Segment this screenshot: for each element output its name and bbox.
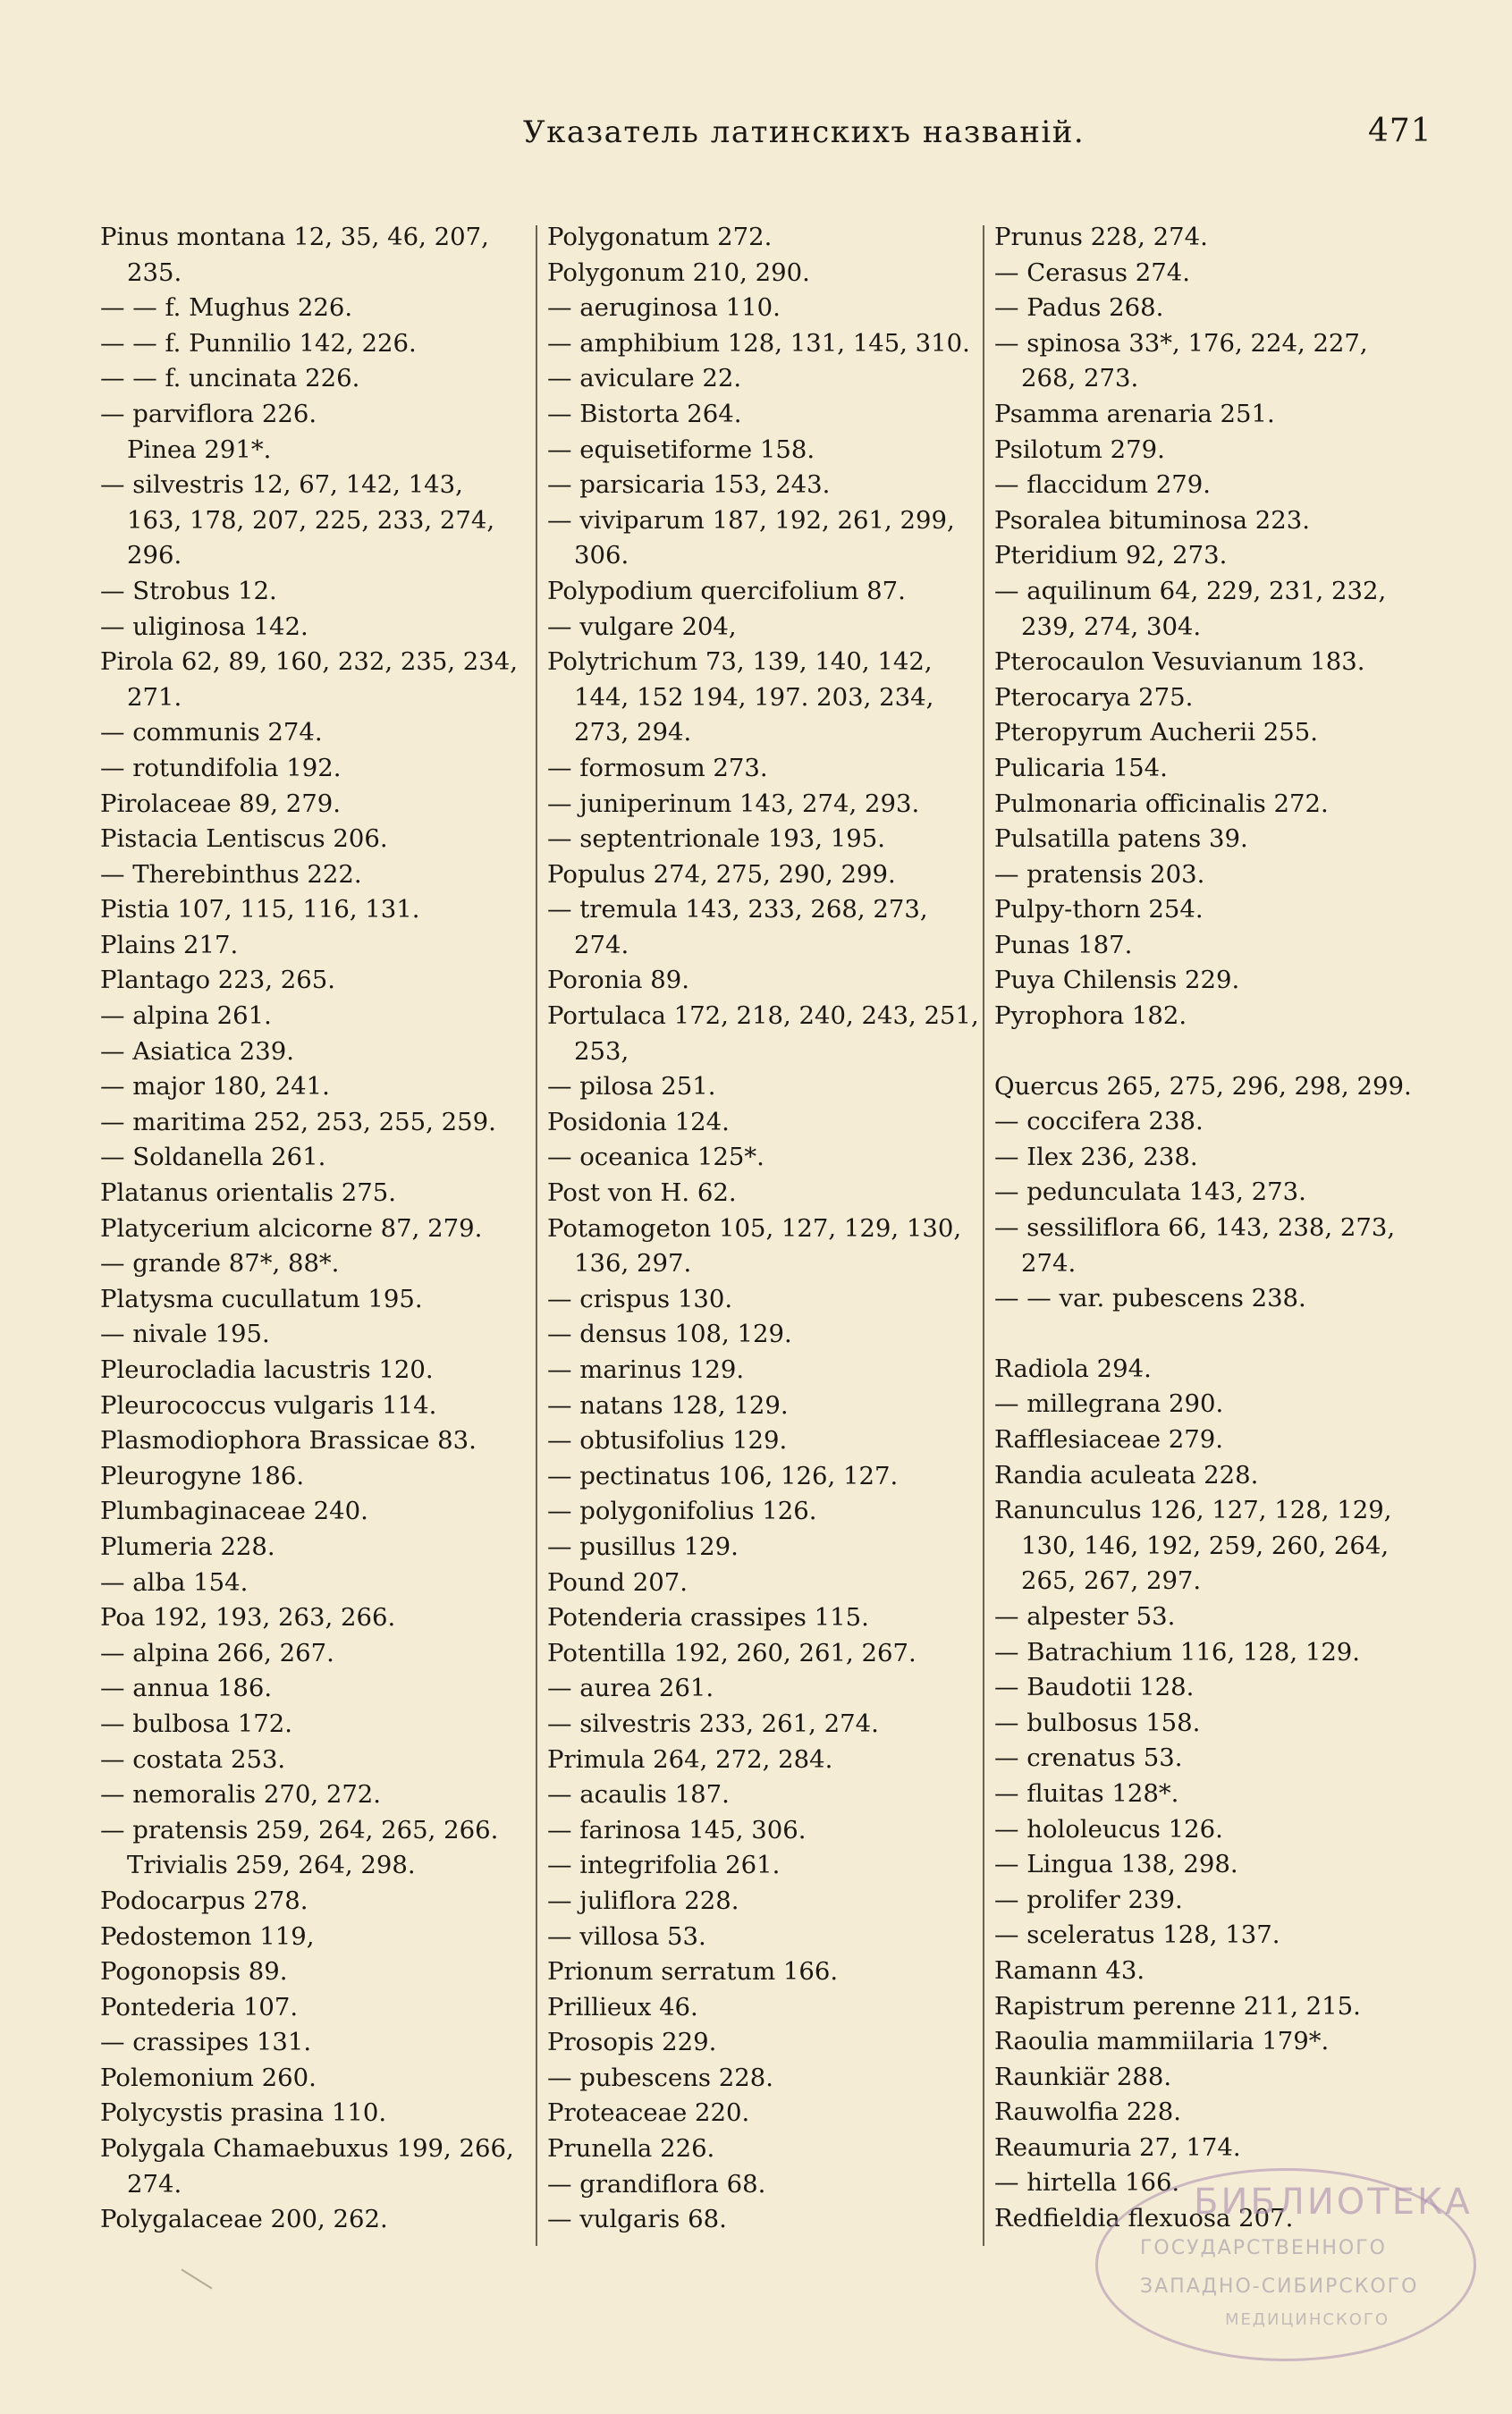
index-entry: Psilotum 279.	[994, 435, 1165, 464]
index-entry: Portulaca 172, 218, 240, 243, 251,	[547, 1001, 979, 1031]
index-entry: Posidonia 124.	[547, 1107, 730, 1136]
index-entry: Psamma arenaria 251.	[994, 399, 1275, 428]
index-entry: — Cerasus 274.	[994, 257, 1191, 287]
column-divider	[536, 225, 537, 2246]
index-entry: — flaccidum 279.	[994, 470, 1211, 500]
index-entry: — parviflora 226.	[100, 399, 317, 428]
index-entry: Polycystis prasina 110.	[100, 2098, 387, 2128]
index-entry: — fluitas 128*.	[994, 1778, 1179, 1808]
index-entry: Puya Chilensis 229.	[994, 966, 1240, 995]
index-entry: — formosum 273.	[547, 753, 768, 782]
index-entry-continuation: 130, 146, 192, 259, 260, 264,	[1021, 1531, 1390, 1560]
index-entry: Reaumuria 27, 174.	[994, 2132, 1241, 2162]
index-entry: — oceanica 125*.	[547, 1143, 764, 1172]
index-entry: — vulgare 204,	[547, 612, 737, 641]
index-entry: Potentilla 192, 260, 261, 267.	[547, 1638, 916, 1667]
index-entry: Polytrichum 73, 139, 140, 142,	[547, 647, 933, 677]
index-entry: Pyrophora 182.	[994, 1001, 1187, 1031]
index-entry: Pirola 62, 89, 160, 232, 235, 234,	[100, 647, 519, 677]
index-entry: — rotundifolia 192.	[100, 753, 342, 782]
index-entry: — — var. pubescens 238.	[994, 1284, 1306, 1313]
index-entry: Platycerium alcicorne 87, 279.	[100, 1213, 483, 1243]
index-entry-continuation: 144, 152 194, 197. 203, 234,	[574, 682, 934, 712]
index-entry: Prillieux 46.	[547, 1992, 698, 2022]
index-entry: Pontederia 107.	[100, 1992, 299, 2022]
index-entry-continuation: 274.	[127, 2169, 182, 2199]
section-gap	[994, 1034, 1423, 1069]
index-entry: Randia aculeata 228.	[994, 1460, 1259, 1490]
index-entry: Pulpy-thorn 254.	[994, 895, 1204, 924]
index-entry: — costata 253.	[100, 1744, 286, 1774]
index-entry: Pterocaulon Vesuvianum 183.	[994, 647, 1365, 677]
index-entry: — marinus 129.	[547, 1355, 745, 1384]
index-entry-continuation: 268, 273.	[1021, 364, 1139, 393]
index-entry: Potenderia crassipes 115.	[547, 1603, 869, 1633]
index-entry: Pulicaria 154.	[994, 753, 1168, 782]
index-entry: Poronia 89.	[547, 966, 690, 995]
index-entry-continuation: 306.	[574, 541, 629, 570]
index-entry: — Ilex 236, 238.	[994, 1142, 1198, 1171]
index-entry: — pratensis 203.	[994, 859, 1205, 889]
index-entry: — Lingua 138, 298.	[994, 1850, 1238, 1879]
index-column-2	[547, 220, 981, 2238]
index-entry: — aurea 261.	[547, 1674, 714, 1703]
index-entry: Pogonopsis 89.	[100, 1957, 288, 1987]
index-entry: — crassipes 131.	[100, 2028, 312, 2057]
index-entry: Raunkiär 288.	[994, 2062, 1172, 2091]
index-entry: Pulmonaria officinalis 272.	[994, 789, 1329, 818]
index-entry: — crenatus 53.	[994, 1743, 1183, 1773]
index-entry: — Soldanella 261.	[100, 1143, 326, 1172]
index-entry-continuation: 271.	[127, 682, 182, 712]
index-entry: — Batrachium 116, 128, 129.	[994, 1637, 1361, 1667]
index-entry: Pulsatilla patens 39.	[994, 824, 1248, 854]
index-entry: — pilosa 251.	[547, 1072, 716, 1101]
index-entry: Pleurocladia lacustris 120.	[100, 1355, 434, 1384]
index-entry: — Padus 268.	[994, 293, 1164, 323]
index-entry: Prionum serratum 166.	[547, 1957, 839, 1987]
stamp-text: БИБЛИОТЕКА	[1194, 2182, 1473, 2223]
index-entry: Pistacia Lentiscus 206.	[100, 824, 388, 854]
index-entry: Polemonium 260.	[100, 2063, 317, 2092]
index-entry: — sessiliflora 66, 143, 238, 273,	[994, 1213, 1396, 1243]
index-entry: — maritima 252, 253, 255, 259.	[100, 1107, 496, 1136]
index-entry-continuation: Pinea 291*.	[127, 435, 272, 464]
index-entry: — millegrana 290.	[994, 1389, 1224, 1419]
index-entry: — pedunculata 143, 273.	[994, 1177, 1306, 1207]
index-entry: — villosa 53.	[547, 1921, 706, 1951]
index-entry: Populus 274, 275, 290, 299.	[547, 859, 896, 889]
index-entry: — Therebinthus 222.	[100, 859, 362, 889]
index-entry: — — f. Punnilio 142, 226.	[100, 328, 417, 358]
pencil-mark	[182, 2269, 213, 2290]
index-entry: — parsicaria 153, 243.	[547, 470, 831, 500]
index-entry: — Asiatica 239.	[100, 1036, 295, 1066]
index-entry: — — f. Mughus 226.	[100, 293, 353, 323]
index-entry: — polygonifolius 126.	[547, 1497, 817, 1526]
index-entry: Proteaceae 220.	[547, 2098, 750, 2128]
index-entry: — hirtella 166.	[994, 2168, 1180, 2198]
index-entry: Pedostemon 119,	[100, 1921, 315, 1951]
index-entry: Plasmodiophora Brassicae 83.	[100, 1426, 477, 1456]
column-divider	[983, 225, 984, 2246]
index-entry-continuation: 253,	[574, 1036, 629, 1066]
index-entry: — major 180, 241.	[100, 1072, 330, 1101]
index-entry: Primula 264, 272, 284.	[547, 1744, 833, 1774]
index-entry: — alpina 261.	[100, 1001, 272, 1031]
index-entry: Podocarpus 278.	[100, 1886, 308, 1915]
index-entry: — juniperinum 143, 274, 293.	[547, 789, 920, 818]
index-entry-continuation: 273, 294.	[574, 718, 692, 747]
index-entry: — obtusifolius 129.	[547, 1426, 788, 1456]
index-entry: Ramann 43.	[994, 1955, 1145, 1985]
index-entry: Polygala Chamaebuxus 199, 266,	[100, 2134, 514, 2164]
index-entry: Pound 207.	[547, 1567, 688, 1597]
page-header	[0, 114, 1512, 168]
index-entry: — bulbosa 172.	[100, 1709, 292, 1738]
index-entry: Polygonatum 272.	[547, 223, 773, 251]
index-entry: — tremula 143, 233, 268, 273,	[547, 895, 928, 924]
index-entry: — vulgaris 68.	[547, 2205, 727, 2234]
index-entry: — aeruginosa 110.	[547, 293, 781, 323]
index-entry: Ranunculus 126, 127, 128, 129,	[994, 1496, 1392, 1525]
index-entry: — hololeucus 126.	[994, 1814, 1223, 1844]
index-entry: — septentrionale 193, 195.	[547, 824, 885, 854]
index-entry: Pteridium 92, 273.	[994, 541, 1228, 570]
index-entry: — aquilinum 64, 229, 231, 232,	[994, 576, 1387, 605]
index-entry: — natans 128, 129.	[547, 1390, 789, 1420]
index-entry: — crispus 130.	[547, 1284, 733, 1313]
index-column-3	[994, 220, 1423, 2237]
index-entry: Pterocarya 275.	[994, 682, 1194, 712]
index-entry: — pubescens 228.	[547, 2063, 774, 2092]
index-entry: Plains 217.	[100, 930, 239, 959]
index-entry: Pistia 107, 115, 116, 131.	[100, 895, 420, 924]
index-entry: — Baudotii 128.	[994, 1673, 1195, 1702]
index-entry: — annua 186.	[100, 1674, 273, 1703]
index-entry: — alpina 266, 267.	[100, 1638, 334, 1667]
index-entry: — pratensis 259, 264, 265, 266.	[100, 1815, 499, 1844]
index-entry: Prosopis 229.	[547, 2028, 717, 2057]
index-entry: Punas 187.	[994, 930, 1133, 959]
index-entry: — viviparum 187, 192, 261, 299,	[547, 505, 955, 535]
index-entry: Polygonum 210, 290.	[547, 257, 810, 287]
index-entry: — — f. uncinata 226.	[100, 364, 360, 393]
index-entry: Polygalaceae 200, 262.	[100, 2205, 388, 2234]
index-entry-continuation: 274.	[1021, 1248, 1077, 1278]
stamp-text: ГОСУДАРСТВЕННОГО	[1140, 2237, 1387, 2259]
index-entry: — juliflora 228.	[547, 1886, 739, 1915]
index-entry-continuation: 235.	[127, 257, 182, 287]
index-entry-continuation: 265, 267, 297.	[1021, 1566, 1202, 1596]
index-entry: Redfieldia flexuosa 207.	[994, 2204, 1294, 2233]
index-entry: — prolifer 239.	[994, 1885, 1183, 1914]
index-entry: — pusillus 129.	[547, 1532, 739, 1561]
index-entry: Potamogeton 105, 127, 129, 130,	[547, 1213, 962, 1243]
index-entry: — grandiflora 68.	[547, 2169, 766, 2199]
section-gap	[994, 1317, 1423, 1352]
index-column-1	[100, 220, 529, 2238]
index-entry: — nemoralis 270, 272.	[100, 1780, 382, 1810]
index-entry: — Strobus 12.	[100, 576, 277, 605]
index-entry-continuation: 163, 178, 207, 225, 233, 274,	[127, 505, 495, 535]
index-entry: — equisetiforme 158.	[547, 435, 815, 464]
index-entry-continuation: Trivialis 259, 264, 298.	[127, 1851, 416, 1880]
index-entry: — integrifolia 261.	[547, 1851, 781, 1880]
index-entry: — spinosa 33*, 176, 224, 227,	[994, 328, 1368, 358]
index-entry: Pinus montana 12, 35, 46, 207,	[100, 223, 489, 251]
index-entry: — grande 87*, 88*.	[100, 1249, 340, 1279]
index-entry: — alba 154.	[100, 1567, 249, 1597]
index-entry-continuation: 296.	[127, 541, 182, 570]
index-entry: — nivale 195.	[100, 1320, 270, 1349]
index-entry: — sceleratus 128, 137.	[994, 1920, 1280, 1950]
stamp-text: ЗАПАДНО-СИБИРСКОГО	[1140, 2275, 1419, 2298]
index-entry: — amphibium 128, 131, 145, 310.	[547, 328, 970, 358]
index-entry: Prunella 226.	[547, 2134, 715, 2164]
index-entry: Rapistrum perenne 211, 215.	[994, 1991, 1361, 2021]
index-entry: — bulbosus 158.	[994, 1708, 1201, 1737]
index-entry: — coccifera 238.	[994, 1107, 1204, 1136]
index-entry: — uliginosa 142.	[100, 612, 308, 641]
index-entry: Platysma cucullatum 195.	[100, 1284, 423, 1313]
index-entry: Raoulia mammiilaria 179*.	[994, 2027, 1330, 2056]
index-entry: — acaulis 187.	[547, 1780, 730, 1810]
index-entry: Prunus 228, 274.	[994, 223, 1208, 251]
index-entry: — silvestris 233, 261, 274.	[547, 1709, 879, 1738]
index-entry-continuation: 239, 274, 304.	[1021, 612, 1202, 641]
index-entry: — farinosa 145, 306.	[547, 1815, 807, 1844]
index-entry: Pleurogyne 186.	[100, 1461, 305, 1490]
index-entry: — aviculare 22.	[547, 364, 742, 393]
index-entry: — silvestris 12, 67, 142, 143,	[100, 470, 463, 500]
index-entry: Rauwolfia 228.	[994, 2097, 1182, 2127]
index-entry: Plumbaginaceae 240.	[100, 1497, 368, 1526]
index-entry: Quercus 265, 275, 296, 298, 299.	[994, 1071, 1412, 1101]
index-entry: Rafflesiaceae 279.	[994, 1425, 1223, 1454]
index-entry: Platanus orientalis 275.	[100, 1178, 397, 1208]
index-entry: — Bistorta 264.	[547, 399, 742, 428]
index-entry: Pleurococcus vulgaris 114.	[100, 1390, 437, 1420]
page-number: 471	[1368, 113, 1432, 149]
index-entry: Pteropyrum Aucherii 255.	[994, 718, 1319, 747]
stamp-text: МЕДИЦИНСКОГО	[1225, 2310, 1390, 2329]
index-entry: — densus 108, 129.	[547, 1320, 792, 1349]
index-entry-continuation: 136, 297.	[574, 1249, 692, 1279]
index-entry: Poa 192, 193, 263, 266.	[100, 1603, 396, 1633]
index-entry: Plantago 223, 265.	[100, 966, 335, 995]
index-entry: — communis 274.	[100, 718, 323, 747]
index-entry: — pectinatus 106, 126, 127.	[547, 1461, 899, 1490]
index-entry: Psoralea bituminosa 223.	[994, 505, 1310, 535]
index-entry: — alpester 53.	[994, 1601, 1176, 1631]
index-entry-continuation: 274.	[574, 930, 629, 959]
index-entry: Radiola 294.	[994, 1354, 1152, 1383]
running-title: Указатель латинскихъ названій.	[523, 114, 1085, 150]
index-entry: Post von H. 62.	[547, 1178, 737, 1208]
index-entry: Plumeria 228.	[100, 1532, 275, 1561]
index-entry: Pirolaceae 89, 279.	[100, 789, 341, 818]
index-entry: Polypodium quercifolium 87.	[547, 576, 906, 605]
